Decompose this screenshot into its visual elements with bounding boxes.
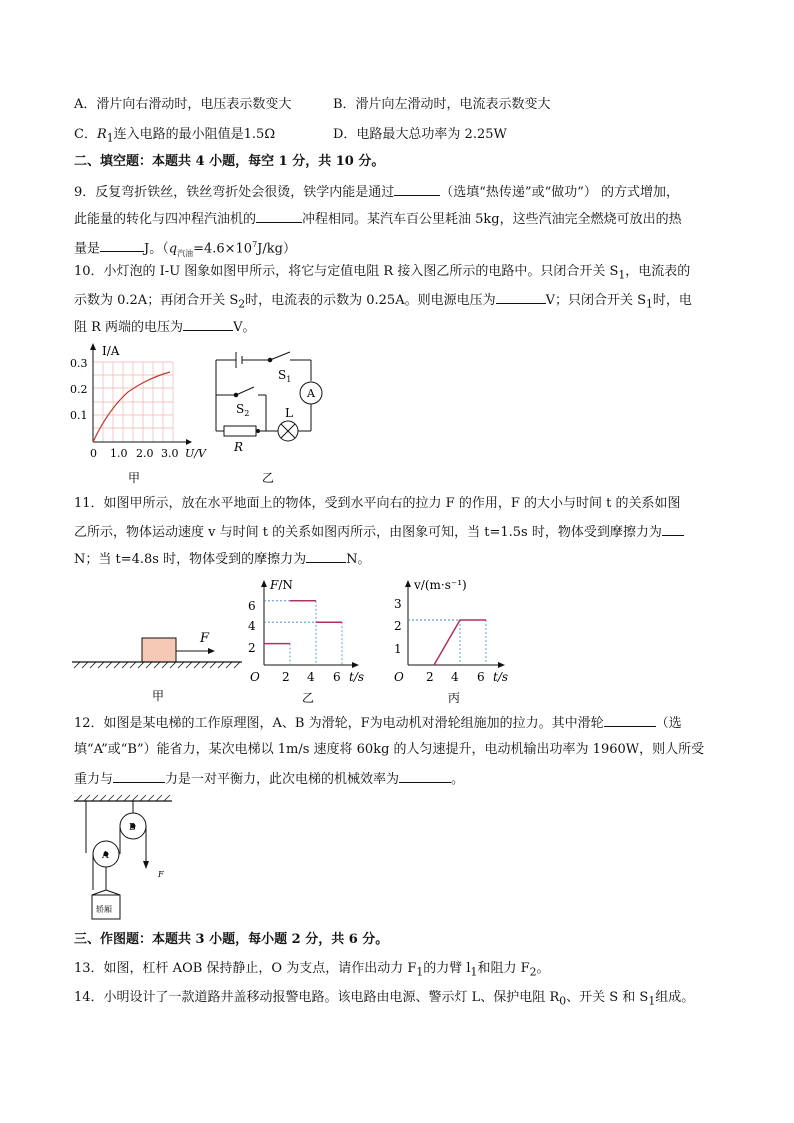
q10-blank-2[interactable]	[183, 316, 233, 331]
fig11-velocity-time-graph	[390, 575, 530, 707]
switch-s1	[270, 352, 290, 360]
q12-blank-3[interactable]	[399, 768, 451, 783]
x-tick: 2	[282, 670, 290, 684]
x-axis-label: t/s	[493, 670, 509, 684]
y-axis-label: I/A	[102, 344, 120, 358]
force-label: F	[200, 631, 210, 646]
s2-label: $S_2$	[236, 402, 250, 418]
fig11-caption-jia: 甲	[152, 689, 165, 703]
x-tick: 6	[477, 670, 485, 684]
x-tick: 1.0	[110, 447, 128, 460]
q11-line-1: 11．如图甲所示，放在水平地面上的物体，受到水平向右的拉力 F 的作用，F 的大小与时间 t 的关系如图	[74, 496, 681, 511]
x-tick: 4	[451, 670, 459, 684]
ammeter-label: A	[307, 387, 315, 400]
q14-line: 14．小明设计了一款道路井盖移动报警电路。该电路由电源、警示灯 L、保护电阻 $R_0$、开关 S 和 $S_1$组成。	[74, 990, 695, 1008]
fig11-caption-yi: 乙	[302, 691, 315, 705]
q11-line-2: 乙所示，物体运动速度 v 与时间 t 的关系如图丙所示，由图象可知，当 t=1.5s 时，物体受到摩擦力为	[74, 521, 684, 543]
pulley-b-label: B	[129, 823, 136, 833]
x-axis-label: t/s	[349, 670, 365, 684]
x-tick: 0	[90, 447, 97, 460]
x-tick: 2	[426, 670, 434, 684]
y-tick: 2	[248, 641, 256, 655]
fig10-caption-jia: 甲	[128, 471, 141, 485]
pulley-a-label: A	[102, 851, 109, 861]
q11-blank-2[interactable]	[306, 548, 346, 563]
q9-line-3: 量是 J。$(q_{汽油}=4.6\times 10^7J/kg)$	[74, 235, 296, 264]
q12-blank-1[interactable]	[604, 712, 656, 727]
y-tick: 0.2	[70, 383, 88, 396]
section-2-title: 二、填空题：本题共 4 小题，每空 1 分，共 10 分。	[74, 154, 385, 169]
s1-label: $S_1$	[278, 368, 292, 384]
velocity-line	[434, 620, 486, 665]
q9-blank-2[interactable]	[256, 208, 302, 223]
origin-label: O	[394, 670, 404, 684]
y-axis-label: F/N	[270, 578, 293, 592]
y-tick: 4	[248, 619, 256, 633]
option-c: C．$R_1$连入电路的最小阻值是1.5Ω	[74, 127, 276, 145]
q10-line-1: 10．小灯泡的 I-U 图象如图甲所示，将它与定值电阻 R 接入图乙所示的电路中。只闭合开关 $S_1$，电流表的	[74, 264, 691, 282]
y-axis-label: v/(m·s⁻¹)	[414, 578, 467, 592]
q12-line-3: 重力与 力是一对平衡力，此次电梯的机械效率为 。	[74, 768, 464, 790]
q11-line-3: N；当 t=4.8s 时，物体受到的摩擦力为 N。	[74, 548, 371, 570]
option-d: D．电路最大总功率为 2.25W	[333, 127, 507, 142]
x-axis-label: U/V	[185, 447, 206, 460]
q10-line-2: 示数为 0.2A；再闭合开关 $S_2$时，电流表的示数为 0.25A。则电源电压为 V；只闭合开关 $S_1$时，电	[74, 289, 692, 315]
fig10-iu-graph	[68, 340, 218, 488]
force-label: F	[158, 870, 164, 879]
x-tick: 2.0	[136, 447, 154, 460]
q10-line-3: 阻 R 两端的电压为 V。	[74, 316, 255, 338]
q9-blank-3[interactable]	[100, 237, 144, 252]
q12-line-2: 填“A”或“B”）能省力，某次电梯以 1m/s 速度将 60kg 的人匀速提升，电动机输出功率为 1960W，则人所受	[74, 742, 705, 757]
y-tick: 0.3	[70, 357, 88, 370]
y-tick: 6	[248, 599, 256, 613]
origin-label: O	[250, 670, 260, 684]
q13-line: 13．如图，杠杆 AOB 保持静止，O 为支点，请作出动力 $F_1$的力臂 $l_1$和阻力 $F_2$。	[74, 961, 550, 979]
resistor-label: R	[234, 440, 244, 454]
lamp-label: L	[285, 406, 293, 420]
y-tick: 0.1	[70, 409, 88, 422]
q11-blank-1[interactable]	[662, 521, 684, 536]
fig11-caption-bing: 丙	[448, 691, 461, 705]
x-tick: 4	[307, 670, 315, 684]
fig11-block-diagram	[70, 620, 245, 705]
fig10-circuit	[206, 345, 326, 488]
option-a: A．滑片向右滑动时，电压表示数变大	[74, 97, 292, 112]
fig12-elevator-pulley	[72, 793, 182, 923]
q9-blank-1[interactable]	[394, 181, 440, 196]
fig11-force-time-graph	[246, 575, 376, 707]
q12-line-1: 12．如图是某电梯的工作原理图，A、B 为滑轮，F为电动机对滑轮组施加的拉力。其中滑轮 （选	[74, 712, 682, 734]
q10-blank-1[interactable]	[496, 289, 546, 304]
block	[142, 638, 176, 662]
resistor-r	[224, 426, 256, 436]
option-b: B．滑片向左滑动时，电流表示数变大	[333, 97, 551, 112]
q12-blank-2[interactable]	[113, 768, 165, 783]
y-tick: 2	[394, 619, 402, 633]
y-tick: 3	[394, 597, 402, 611]
car-label: 轿厢	[96, 905, 112, 914]
y-tick: 1	[394, 642, 402, 656]
iu-curve	[93, 372, 170, 442]
q9-line-1: 9．反复弯折铁丝，铁丝弯折处会很烫，铁学内能是通过 （选填“热传递”或“做功”） 的方式增加，	[74, 181, 679, 203]
q9-line-2: 此能量的转化与四冲程汽油机的 冲程相同。某汽车百公里耗油 5kg，这些汽油完全燃烧可放出的热	[74, 208, 682, 230]
switch-s2	[236, 387, 254, 395]
fig10-caption-yi: 乙	[262, 471, 275, 485]
x-tick: 3.0	[161, 447, 179, 460]
section-3-title: 三、作图题：本题共 3 小题，每小题 2 分，共 6 分。	[74, 932, 389, 947]
x-tick: 6	[333, 670, 341, 684]
